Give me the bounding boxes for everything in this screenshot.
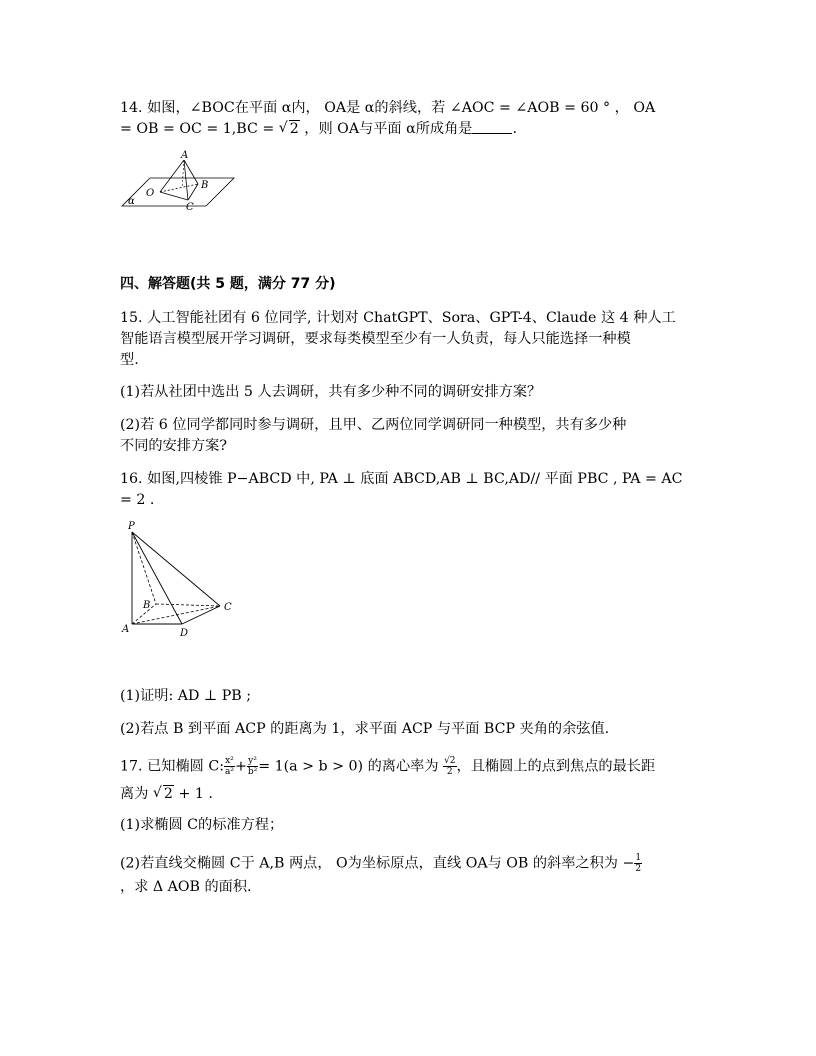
q14-line1: 14. 如图，∠BOC在平面 α内， OA是 α的斜线，若 ∠AOC = ∠AOB = 60 ° ， OA xyxy=(120,100,656,116)
frac-x-num: x² xyxy=(225,756,234,766)
q17-part2-line1 xyxy=(120,853,642,874)
label-B: B xyxy=(143,600,151,611)
frac-x-den: a² xyxy=(224,767,234,777)
edge-BC xyxy=(156,604,220,606)
q17-line2-a: 离为 xyxy=(120,786,149,802)
q14-line2 xyxy=(120,120,517,138)
edge-OA xyxy=(160,160,184,192)
fraction-y xyxy=(247,756,258,777)
q17-line1-c: ，且椭圆上的点到焦点的最长距 xyxy=(456,758,656,775)
label-A: A xyxy=(181,150,189,161)
q14-sqrt-value: 2 xyxy=(289,121,299,137)
q17-line1-b: = 1(a > b > 0) 的离心率为 xyxy=(258,758,439,775)
edge-OB xyxy=(160,184,198,192)
edge-OC xyxy=(160,192,188,200)
fraction-x xyxy=(224,756,235,777)
answer-blank xyxy=(472,120,512,134)
q16-line1: 16. 如图,四棱锥 P−ABCD 中, PA ⊥ 底面 ABCD,AB ⊥ BC,AD// 平面 PBC , PA = AC xyxy=(120,471,683,487)
q17-part2-line2: ，求 Δ AOB 的面积. xyxy=(120,879,252,895)
label-alpha: α xyxy=(128,196,135,207)
ecc-den: 2 xyxy=(446,767,453,777)
q16-line2: = 2 . xyxy=(120,492,155,508)
plane-alpha xyxy=(122,178,234,206)
q17-part1: (1)求椭圆 C的标准方程； xyxy=(120,817,284,833)
q15-line3: 型. xyxy=(120,352,139,368)
edge-PD xyxy=(132,532,182,624)
q15-line2: 智能语言模型展开学习调研，要求每类模型至少有一人负责，每人只能选择一种模 xyxy=(120,331,631,347)
q15-part1: (1)若从社团中选出 5 人去调研，共有多少种不同的调研安排方案？ xyxy=(120,384,542,400)
half-den: 2 xyxy=(635,864,642,874)
q14-line2-end: . xyxy=(512,121,517,137)
q14-line2-b: ，则 OA与平面 α所成角是 xyxy=(304,121,473,137)
q14-line2-a: = OB = OC = 1,BC = xyxy=(120,121,275,137)
q17-sqrt-value: 2 xyxy=(163,786,173,802)
edge-PC xyxy=(132,532,220,606)
q15-line1: 15. 人工智能社团有 6 位同学, 计划对 ChatGPT、Sora、GPT-4、Claude 这 4 种人工 xyxy=(120,310,676,326)
fraction-eccentricity xyxy=(443,756,456,777)
q16-part1: (1)证明: AD ⊥ PB ; xyxy=(120,688,252,704)
edge-DC xyxy=(182,606,220,624)
q16-part2: (2)若点 B 到平面 ACP 的距离为 1，求平面 ACP 与平面 BCP 夹角的余弦值. xyxy=(120,721,610,737)
foot-line xyxy=(182,160,184,188)
q17-part2-text: (2)若直线交椭圆 C于 A,B 两点， O为坐标原点，直线 OA与 OB 的斜率之积为 − xyxy=(120,855,635,872)
plus-sign: + xyxy=(234,758,247,775)
q14-figure xyxy=(118,148,238,212)
label-P: P xyxy=(128,521,135,532)
q16-figure xyxy=(118,518,242,642)
edge-BC xyxy=(188,184,198,200)
q17-line2-b: + 1 . xyxy=(178,786,213,802)
half-num: 1 xyxy=(635,853,642,863)
label-O: O xyxy=(146,188,155,199)
frac-y-num: y² xyxy=(248,756,257,766)
frac-y-den: b² xyxy=(247,767,258,777)
section-heading: 四、解答题(共 5 题，满分 77 分) xyxy=(120,276,336,292)
q15-part2-line1: (2)若 6 位同学都同时参与调研，且甲、乙两位同学调研同一种模型，共有多少种 xyxy=(120,417,627,433)
edge-PB xyxy=(132,532,156,604)
label-C: C xyxy=(224,602,232,613)
fraction-half xyxy=(634,853,642,874)
q17-line1-a: 17. 已知椭圆 C: xyxy=(120,758,224,775)
q17-line2 xyxy=(120,785,213,803)
q17-line1 xyxy=(120,756,655,777)
ecc-num: √2 xyxy=(444,756,456,766)
label-A: A xyxy=(122,624,130,635)
sqrt-symbol xyxy=(153,785,174,803)
label-B: B xyxy=(201,180,209,191)
sqrt-symbol xyxy=(279,120,300,138)
q15-part2-line2: 不同的安排方案? xyxy=(120,438,227,454)
label-D: D xyxy=(180,628,189,639)
label-C: C xyxy=(186,202,194,212)
